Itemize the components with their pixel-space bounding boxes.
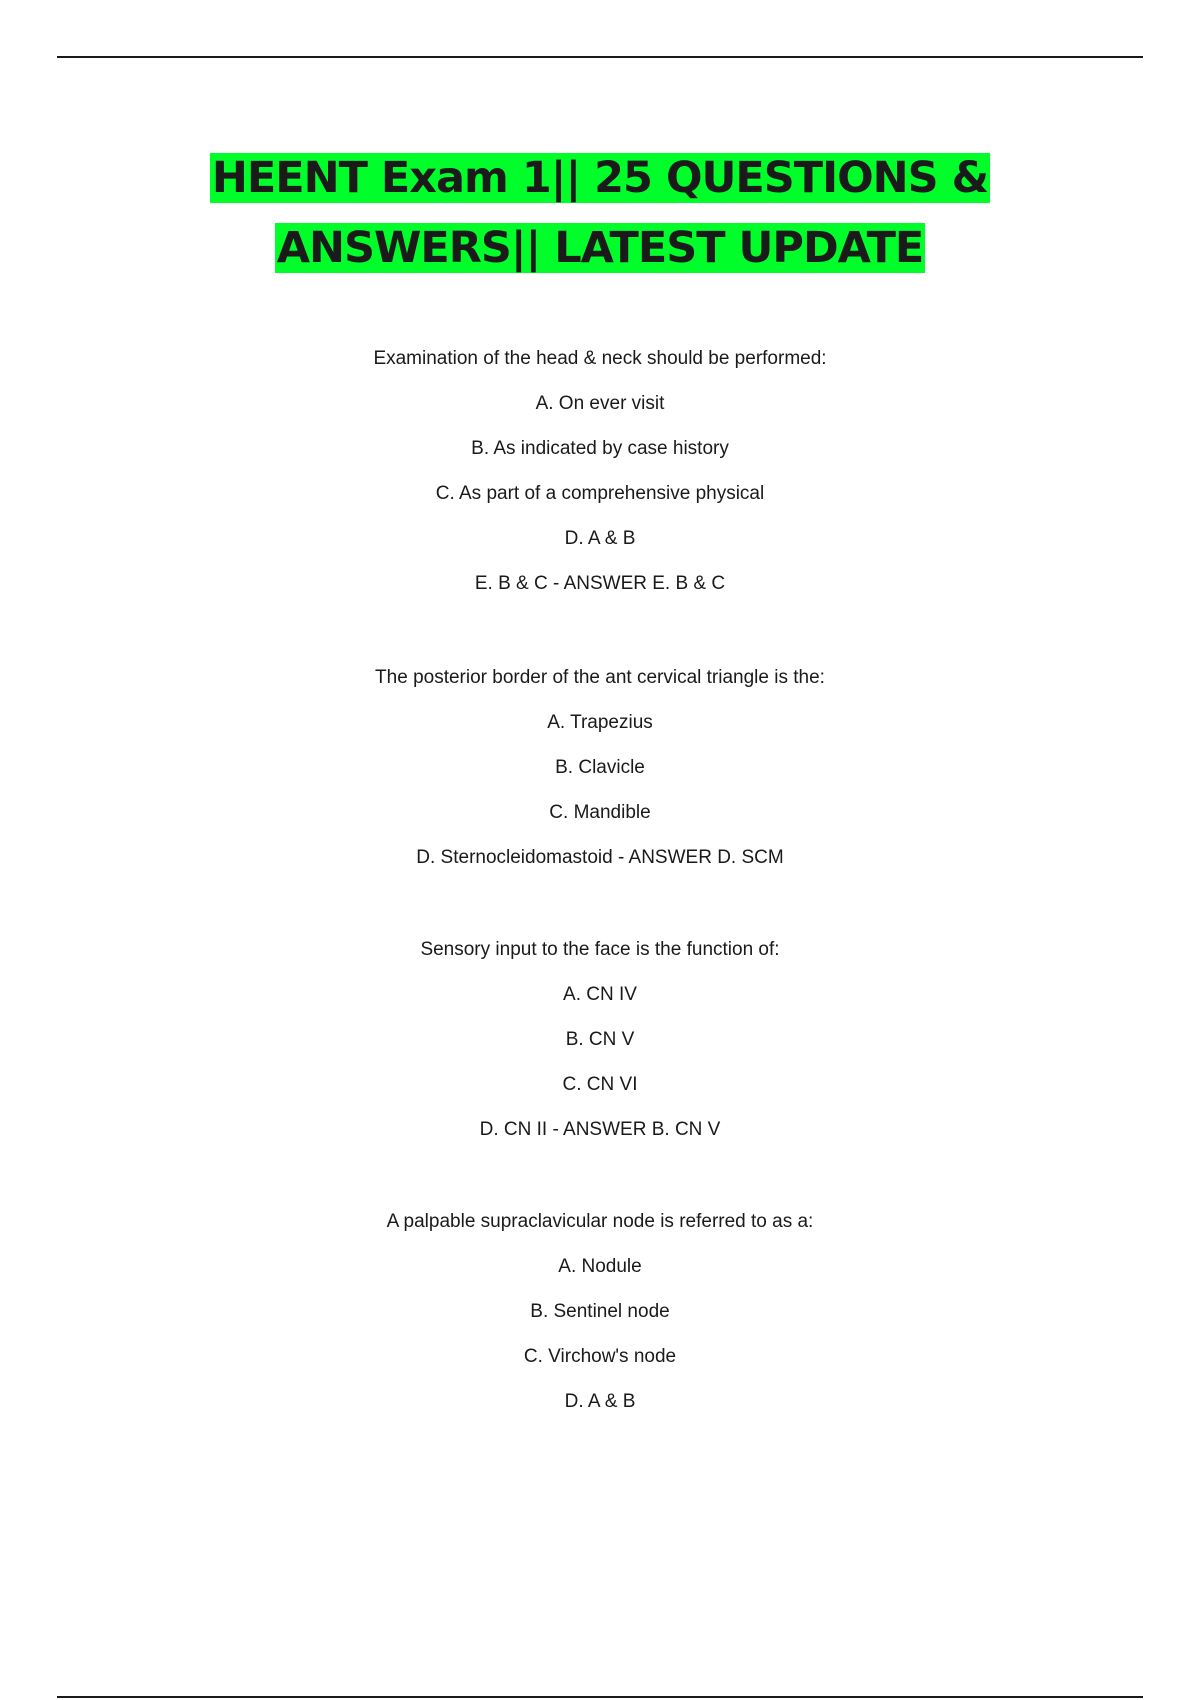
answer-option: C. As part of a comprehensive physical — [435, 483, 765, 504]
answer-option: C. Virchow's node — [523, 1346, 677, 1367]
answer-option: A. CN IV — [563, 984, 637, 1005]
answer-option: D. CN II - ANSWER B. CN V — [479, 1119, 721, 1140]
document-title — [0, 143, 1200, 283]
top-rule — [57, 56, 1143, 58]
answer-option: B. Sentinel node — [530, 1301, 670, 1322]
bottom-rule — [57, 1696, 1143, 1698]
question-text: Examination of the head & neck should be performed: — [373, 348, 827, 369]
question-block-4 — [0, 1199, 1200, 1424]
answer-option: C. CN VI — [562, 1074, 638, 1095]
question-text: The posterior border of the ant cervical triangle is the: — [375, 667, 825, 688]
answer-option: D. Sternocleidomastoid - ANSWER D. SCM — [416, 847, 784, 868]
answer-option: A. Trapezius — [547, 712, 653, 733]
question-block-1 — [0, 336, 1200, 606]
answer-option: C. Mandible — [549, 802, 651, 823]
answer-option: D. A & B — [564, 1391, 636, 1412]
answer-option: A. On ever visit — [535, 393, 665, 414]
answer-option: B. As indicated by case history — [471, 438, 729, 459]
answer-option: B. CN V — [565, 1029, 635, 1050]
title-line-1: HEENT Exam 1|| 25 QUESTIONS & — [211, 153, 989, 203]
question-block-3 — [0, 927, 1200, 1152]
answer-option: A. Nodule — [558, 1256, 642, 1277]
question-text: A palpable supraclavicular node is referred to as a: — [386, 1211, 814, 1232]
question-block-2 — [0, 655, 1200, 880]
answer-option: D. A & B — [564, 528, 636, 549]
question-text: Sensory input to the face is the function of: — [420, 939, 780, 960]
answer-option: B. Clavicle — [555, 757, 645, 778]
answer-option: E. B & C - ANSWER E. B & C — [474, 573, 726, 594]
title-line-2: ANSWERS|| LATEST UPDATE — [276, 223, 924, 273]
